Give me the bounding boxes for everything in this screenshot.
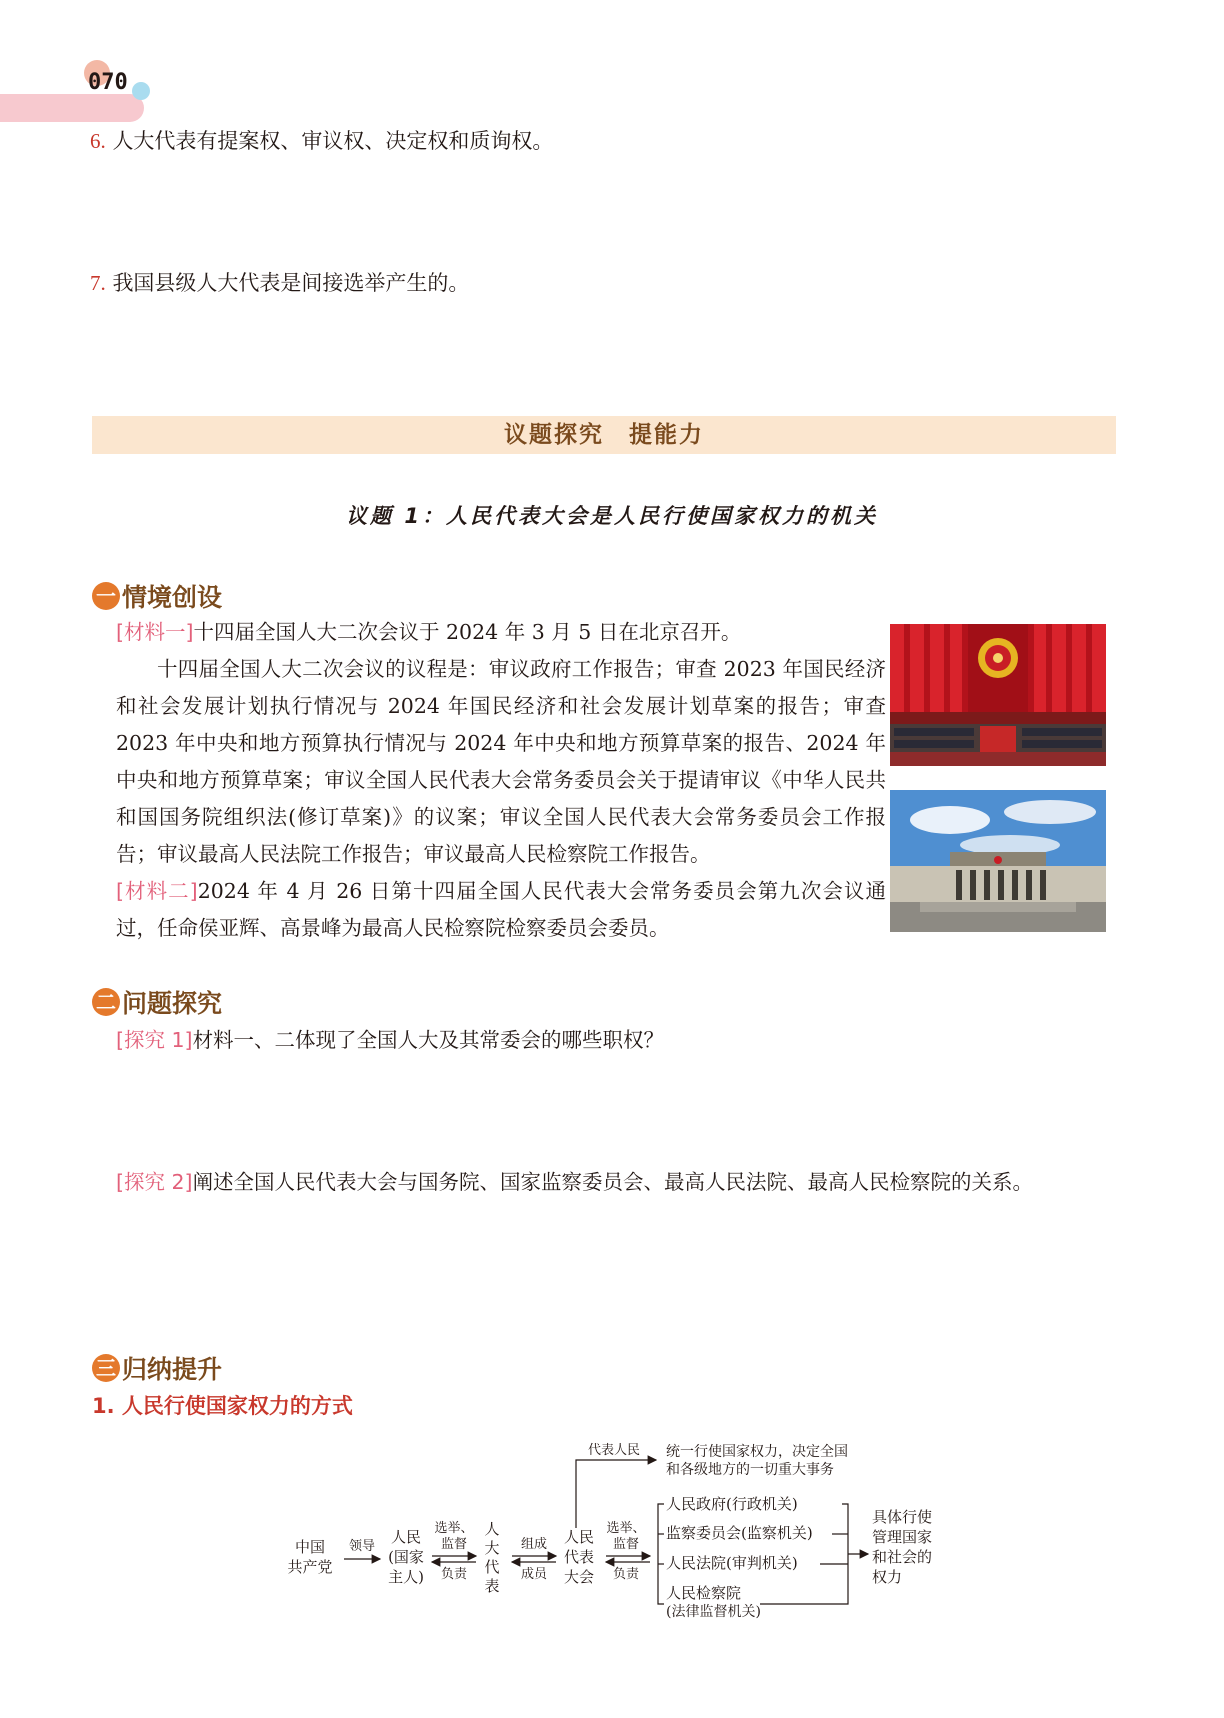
page-number-bar <box>0 94 144 122</box>
party-label-1: 中国 <box>294 1538 326 1556</box>
elect-label-1: 选举、 <box>434 1521 474 1536</box>
material-tag: [材料二] <box>116 879 198 903</box>
organ-procuratorate-sub: (法律监督机关) <box>666 1604 761 1620</box>
organs-bracket <box>658 1504 664 1604</box>
result-line-4: 权力 <box>872 1568 903 1586</box>
page-number: 070 <box>88 70 128 95</box>
explore-tag: [探究 2] <box>116 1170 193 1194</box>
section-badge: 三 <box>92 1354 120 1382</box>
material-text: 2024 年 4 月 26 日第十四届全国人民代表大会常务委员会第九次会议通过，任命侯亚辉、高景峰为最高人民检察院检察委员会委员。 <box>116 879 886 940</box>
section-title: 情境创设 <box>122 583 223 612</box>
section-banner <box>92 416 1116 454</box>
people-label-3: 主人) <box>388 1568 424 1586</box>
member-label: 成员 <box>520 1567 548 1582</box>
deputies-char-4: 表 <box>484 1577 500 1595</box>
congress-label-3: 大会 <box>563 1568 595 1586</box>
congress-label-1: 人民 <box>563 1528 595 1546</box>
question-7 <box>90 268 469 298</box>
organ-procuratorate: 人民检察院 <box>666 1584 742 1602</box>
result-line-2: 管理国家 <box>872 1528 933 1546</box>
section-heading <box>92 580 222 612</box>
question-number: 7. <box>90 271 106 295</box>
explore-1 <box>116 1022 1116 1059</box>
elect2-label-1: 选举、 <box>606 1521 646 1536</box>
deputies-char-3: 代 <box>484 1558 500 1576</box>
represent-arrow <box>576 1460 656 1528</box>
topic-title: 议题 1：人民代表大会是人民行使国家权力的机关 <box>346 504 878 528</box>
explore-tag: [探究 1] <box>116 1028 193 1052</box>
compose-label: 组成 <box>520 1537 548 1552</box>
question-number: 6. <box>90 129 106 153</box>
deputies-char-2: 大 <box>484 1539 500 1557</box>
material-line: 十四届全国人大二次会议于 2024 年 3 月 5 日在北京召开。 <box>193 620 742 644</box>
elect-label-2: 监督 <box>440 1537 468 1552</box>
explore-2 <box>116 1164 1116 1201</box>
organ-supervision: 监察委员会(监察机关) <box>666 1524 813 1542</box>
people-label-1: 人民 <box>390 1528 422 1546</box>
unified-line-2: 和各级地方的一切重大事务 <box>666 1462 834 1478</box>
section-heading <box>92 1352 222 1384</box>
section-heading <box>92 986 222 1018</box>
section-badge: 二 <box>92 988 120 1016</box>
section-title: 问题探究 <box>122 989 223 1018</box>
summary-subtitle: 1. 人民行使国家权力的方式 <box>92 1394 353 1418</box>
deputies-char-1: 人 <box>484 1520 500 1538</box>
responsible2-label: 负责 <box>612 1567 640 1582</box>
power-structure-diagram <box>280 1438 960 1638</box>
great-hall-photo <box>890 790 1106 932</box>
material-body: 十四届全国人大二次会议的议程是：审议政府工作报告；审查 2023 年国民经济和社会发展计划执行情况与 2024 年国民经济和社会发展计划草案的报告；审查 2023 年中央和地方预算执行情况与 2024 年中央和地方预算草案的报告、2024 年中央和地方预算草案；审议全国人民代表大会常务委员会关于提请审议《中华人民共和国国务院组织法(修订草案)》的议案；审议全国人民代表大会常务委员会工作报告；审议最高人民法院工作报告；审议最高人民检察院工作报告。 <box>116 657 886 866</box>
section-badge: 一 <box>92 582 120 610</box>
material-1 <box>116 614 886 947</box>
section-title: 归纳提升 <box>122 1355 223 1384</box>
result-line-3: 和社会的 <box>872 1548 933 1566</box>
organ-court: 人民法院(审判机关) <box>666 1554 798 1572</box>
question-text: 人大代表有提案权、审议权、决定权和质询权。 <box>112 129 554 153</box>
party-label-2: 共产党 <box>287 1558 333 1576</box>
represent-label: 代表人民 <box>587 1443 641 1458</box>
congress-session-photo <box>890 624 1106 766</box>
result-line-1: 具体行使 <box>872 1508 933 1526</box>
unified-line-1: 统一行使国家权力，决定全国 <box>666 1444 848 1460</box>
explore-text: 阐述全国人民代表大会与国务院、国家监察委员会、最高人民法院、最高人民检察院的关系。 <box>192 1170 1034 1194</box>
responsible-label: 负责 <box>440 1567 468 1582</box>
explore-text: 材料一、二体现了全国人大及其常委会的哪些职权？ <box>192 1028 665 1052</box>
congress-label-2: 代表 <box>563 1548 595 1566</box>
elect2-label-2: 监督 <box>612 1537 640 1552</box>
question-6 <box>90 126 553 156</box>
material-tag: [材料一] <box>116 620 194 644</box>
people-label-2: (国家 <box>388 1548 424 1566</box>
question-text: 我国县级人大代表是间接选举产生的。 <box>112 271 470 295</box>
banner-title: 议题探究 提能力 <box>504 422 704 448</box>
decor-circle <box>132 82 150 100</box>
lead-label: 领导 <box>348 1539 376 1554</box>
organ-government: 人民政府(行政机关) <box>666 1495 798 1513</box>
